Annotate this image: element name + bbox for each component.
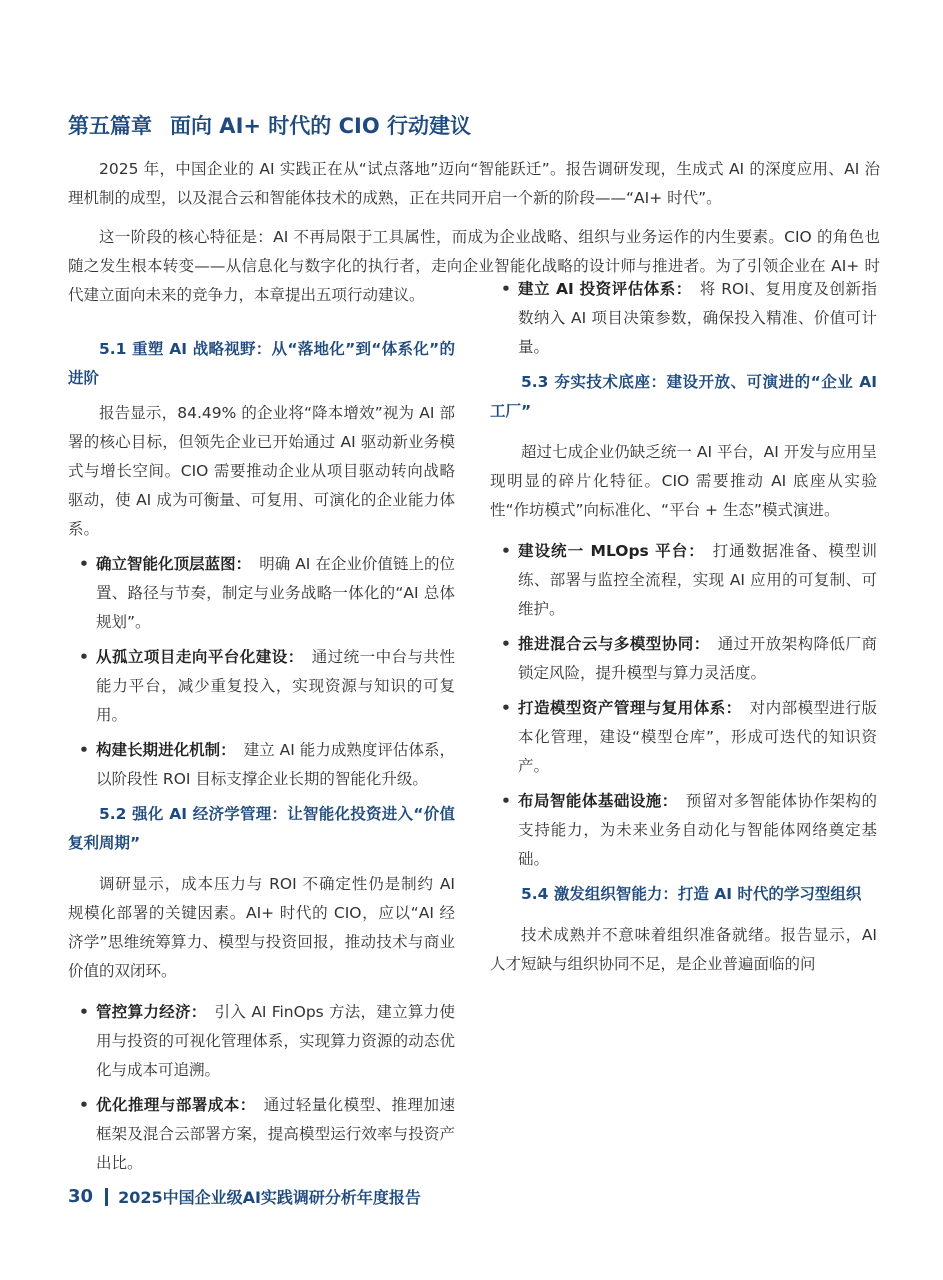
- bullet-item: • 构建长期进化机制： 建立 AI 能力成熟度评估体系，以阶段性 ROI 目标支撑企业长期的智能化升级。: [68, 736, 455, 794]
- bullet-item: • 优化推理与部署成本： 通过轻量化模型、推理加速框架及混合云部署方案，提高模型运行效率与投资产出比。: [68, 1091, 455, 1178]
- section-paragraph: 调研显示，成本压力与 ROI 不确定性仍是制约 AI 规模化部署的关键因素。AI+ 时代的 CIO，应以“AI 经济学”思维统筹算力、模型与投资回报，推动技术与商业价值的双闭环。: [68, 875, 455, 980]
- bullet-list: [68, 998, 455, 1178]
- report-title: 2025中国企业级AI实践调研分析年度报告: [118, 1188, 421, 1207]
- bullet-dot-icon: •: [79, 1096, 89, 1114]
- bullet-item: • 打造模型资产管理与复用体系： 对内部模型进行版本化管理，建设“模型仓库”，形成可迭代的知识资产。: [490, 694, 877, 781]
- bullet-dot-icon: •: [501, 699, 511, 717]
- section-title-5-3: 5.3 夯实技术底座：建设开放、可演进的“企业 AI 工厂”: [490, 373, 877, 420]
- bullet-list: [490, 537, 877, 874]
- left-column: [68, 335, 455, 1178]
- bullet-item: • 从孤立项目走向平台化建设： 通过统一中台与共性能力平台，减少重复投入，实现资源与知识的可复用。: [68, 643, 455, 730]
- bullet-dot-icon: •: [79, 555, 89, 573]
- bullet-item: • 布局智能体基础设施： 预留对多智能体协作架构的支持能力，为未来业务自动化与智能体网络奠定基础。: [490, 787, 877, 874]
- chapter-title: [68, 110, 471, 140]
- right-column: [490, 280, 877, 979]
- bullet-dot-icon: •: [501, 542, 511, 560]
- footer-divider: [105, 1188, 108, 1206]
- section-title-5-1: 5.1 重塑 AI 战略视野：从“落地化”到“体系化”的进阶: [68, 340, 455, 387]
- bullet-item: • 建设统一 MLOps 平台： 打通数据准备、模型训练、部署与监控全流程，实现 AI 应用的可复制、可维护。: [490, 537, 877, 624]
- bullet-dot-icon: •: [501, 635, 511, 653]
- section-title-5-2: 5.2 强化 AI 经济学管理：让智能化投资进入“价值复利周期”: [68, 805, 455, 852]
- bullet-dot-icon: •: [501, 792, 511, 810]
- bullet-dot-icon: •: [79, 1003, 89, 1021]
- page-number: 30: [68, 1186, 94, 1207]
- bullet-item: • 管控算力经济： 引入 AI FinOps 方法，建立算力使用与投资的可视化管理体系，实现算力资源的动态优化与成本可追溯。: [68, 998, 455, 1085]
- chapter-number: 第五篇章: [68, 114, 152, 138]
- section-paragraph: 超过七成企业仍缺乏统一 AI 平台，AI 开发与应用呈现明显的碎片化特征。CIO 需要推动 AI 底座从实验性“作坊模式”向标准化、“平台 + 生态”模式演进。: [490, 443, 877, 519]
- intro-paragraph: 这一阶段的核心特征是：AI 不再局限于工具属性，而成为企业战略、组织与业务运作的内生要素。CIO 的角色也随之发生根本转变——从信息化与数字化的执行者，走向企业智能化战略的设计师与推进者。为了引领企业在 AI+ 时代建立面向未来的竞争力，本章提出五项行动建议。: [68, 228, 880, 304]
- intro-paragraph: 2025 年，中国企业的 AI 实践正在从“试点落地”迈向“智能跃迁”。报告调研发现，生成式 AI 的深度应用、AI 治理机制的成型，以及混合云和智能体技术的成熟，正在共同开启一个新的阶段——“AI+ 时代”。: [68, 160, 880, 207]
- section-paragraph: 报告显示，84.49% 的企业将“降本增效”视为 AI 部署的核心目标，但领先企业已开始通过 AI 驱动新业务模式与增长空间。CIO 需要推动企业从项目驱动转向战略驱动，使 AI 成为可衡量、可复用、可演化的企业能力体系。: [68, 404, 455, 538]
- section-title-5-4: 5.4 激发组织智能力：打造 AI 时代的学习型组织: [521, 885, 862, 903]
- page-footer: [68, 1185, 421, 1208]
- bullet-item: • 建立 AI 投资评估体系： 将 ROI、复用度及创新指数纳入 AI 项目决策参数，确保投入精准、价值可计量。: [490, 275, 877, 362]
- bullet-dot-icon: •: [79, 741, 89, 759]
- bullet-list: [490, 275, 877, 362]
- bullet-item: • 确立智能化顶层蓝图： 明确 AI 在企业价值链上的位置、路径与节奏，制定与业务战略一体化的“AI 总体规划”。: [68, 550, 455, 637]
- bullet-dot-icon: •: [79, 648, 89, 666]
- bullet-item: • 推进混合云与多模型协同： 通过开放架构降低厂商锁定风险，提升模型与算力灵活度。: [490, 630, 877, 688]
- section-paragraph: 技术成熟并不意味着组织准备就绪。报告显示，AI 人才短缺与组织协同不足，是企业普遍面临的问: [490, 926, 877, 973]
- bullet-list: [68, 550, 455, 794]
- bullet-dot-icon: •: [501, 280, 511, 298]
- chapter-heading: 面向 AI+ 时代的 CIO 行动建议: [170, 114, 471, 138]
